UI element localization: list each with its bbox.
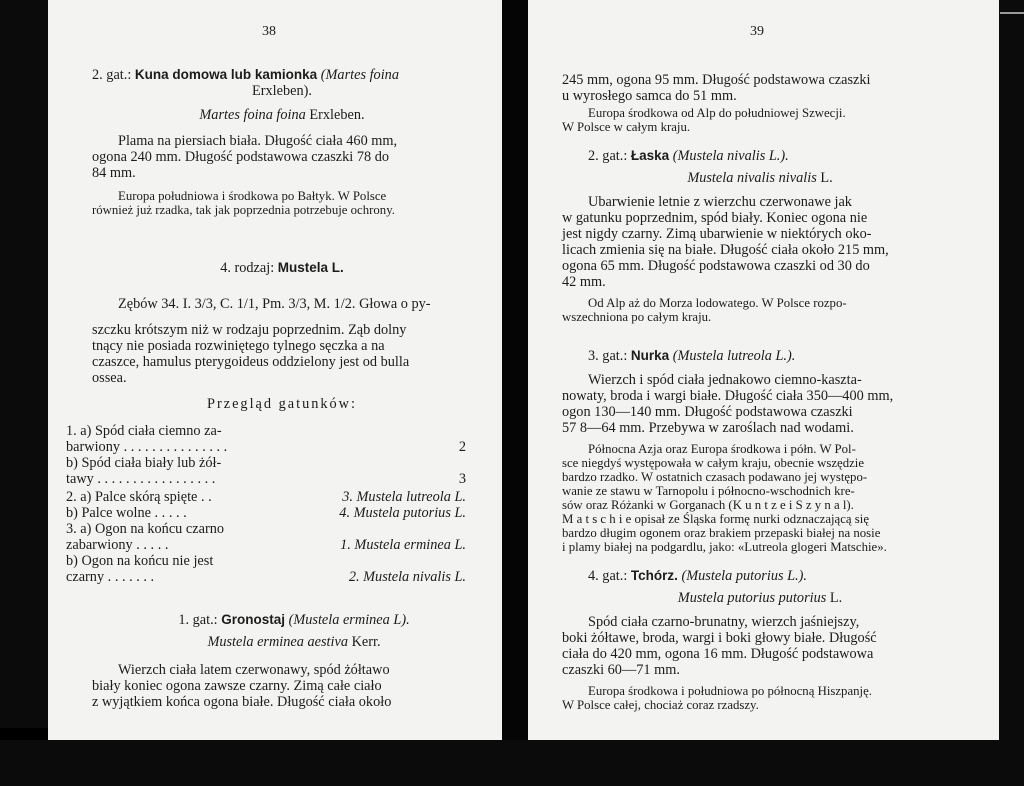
book-gutter: [500, 0, 530, 786]
heading-bold: Nurka: [630, 348, 670, 363]
subspecies-line: [114, 634, 474, 650]
genus-text-line: tnący nie posiada rozwiniętego tylnego sęczka a na: [92, 338, 385, 354]
range-line: Europa środkowa od Alp do południowej Szwecji.: [588, 106, 846, 120]
range-line: i plamy białej na podgardlu, jako: «Lutreola glogeri Matschie».: [562, 540, 887, 554]
subspecies-latin: Mustela erminea aestiva: [207, 634, 348, 650]
range-line: W Polsce całej, chociaż coraz rzadszy.: [562, 698, 759, 712]
key-text: 3. a) Ogon na końcu czarno: [66, 521, 224, 537]
desc-line: 84 mm.: [92, 165, 136, 181]
desc-line: z wyjątkiem końca ogona białe. Długość ciała około: [92, 694, 392, 710]
species-heading: [562, 148, 958, 164]
key-result: 1. Mustela erminea L.: [340, 537, 466, 553]
species-heading: [562, 568, 958, 584]
genus-name: Mustela L.: [277, 260, 344, 275]
key-text: 2. a) Palce skórą spięte . .: [66, 489, 212, 505]
key-title: Przegląd gatunków:: [207, 396, 357, 412]
desc-line: Wierzch i spód ciała jednakowo ciemno-kaszta-: [588, 372, 862, 388]
species-heading: [92, 67, 472, 83]
heading-bold: Gronostaj: [221, 612, 285, 627]
desc-line: ogona 65 mm. Długość podstawowa czaszki od 30 do: [562, 258, 870, 274]
desc-line: Plama na piersiach biała. Długość ciała 460 mm,: [118, 133, 398, 149]
section-genus: [92, 260, 472, 412]
heading-prefix: 3. gat.:: [588, 348, 631, 364]
heading-bold: Tchórz.: [630, 568, 678, 583]
desc-line: czaszki 60—71 mm.: [562, 662, 680, 678]
range-line: wanie ze stawu w Tarnopolu i północno-wschodnich kre-: [562, 484, 855, 498]
desc-line: 57 8—64 mm. Przebywa w zaroślach nad wodami.: [562, 420, 854, 436]
key-text: zabarwiony . . . . .: [66, 537, 169, 553]
key-row: [66, 505, 466, 521]
species-key: [66, 423, 466, 585]
section-nurka: [562, 348, 958, 554]
key-row: [66, 471, 466, 487]
key-row: [66, 489, 466, 505]
range-line: Europa środkowa i południowa po północną Hiszpanję.: [588, 684, 872, 698]
subspecies-line: [562, 170, 958, 186]
subspecies-author: Kerr.: [351, 634, 381, 650]
subspecies-latin: Mustela nivalis nivalis: [687, 170, 817, 186]
desc-line: licach zmienia się na białe. Długość ciała około 215 mm,: [562, 242, 889, 258]
key-row: [66, 569, 466, 585]
heading-bold: Kuna domowa lub kamionka: [134, 67, 318, 82]
section-gronostaj: [114, 612, 474, 650]
key-text: b) Spód ciała biały lub żół-: [66, 455, 222, 471]
heading-latin: (Mustela putorius L.).: [681, 568, 807, 584]
desc-line: u wyrosłego samca do 51 mm.: [562, 88, 737, 104]
heading-latin: (Mustela lutreola L.).: [672, 348, 796, 364]
range-line: M a t s c h i e opisał ze Śląska formę nurki odznaczającą się: [562, 512, 870, 526]
teeth-formula: Zębów 34. I. 3/3, C. 1/1, Pm. 3/3, M. 1/2. Głowa o py-: [118, 296, 431, 312]
range-line: W Polsce w całym kraju.: [562, 120, 691, 134]
subspecies-author: L.: [820, 170, 833, 186]
desc-line: Wierzch ciała latem czerwonawy, spód żółtawo: [118, 662, 390, 678]
heading-latin: (Martes foina: [320, 67, 399, 83]
section-tchorz: [562, 568, 958, 712]
subspecies-latin: Martes foina foina: [199, 107, 306, 123]
key-row: [66, 553, 466, 569]
range-line: wszechniona po całym kraju.: [562, 310, 712, 324]
range-line: sów oraz Różanki w Gorganach (K u n t z e i S z y n a l).: [562, 498, 854, 512]
subspecies-line: [92, 107, 472, 123]
desc-line: ciała do 420 mm, ogona 16 mm. Długość podstawowa: [562, 646, 874, 662]
desc-line: w gatunku poprzednim, spód biały. Koniec ogona nie: [562, 210, 868, 226]
genus-text-line: czaszce, hamulus pterygoideus oddzielony jest od bulla: [92, 354, 410, 370]
key-result: 2: [458, 439, 466, 455]
subspecies-author: Erxleben.: [309, 107, 365, 123]
page-number: 38: [262, 24, 276, 39]
subspecies-line: [562, 590, 958, 606]
subspecies-latin: Mustela putorius putorius: [677, 590, 827, 606]
desc-line: 42 mm.: [562, 274, 606, 290]
key-result: 4. Mustela putorius L.: [339, 505, 466, 521]
key-row: [66, 537, 466, 553]
heading-prefix: 1. gat.:: [178, 612, 222, 628]
key-row: [66, 455, 466, 471]
range-line: Europa południowa i środkowa po Bałtyk. W Polsce: [118, 189, 387, 203]
key-text: tawy . . . . . . . . . . . . . . . . .: [66, 471, 216, 487]
range-line: bardzo długim ogonem oraz brakiem przepaski białej na nosie: [562, 526, 881, 540]
key-result: 3. Mustela lutreola L.: [342, 489, 466, 505]
key-row: [66, 439, 466, 455]
species-heading: [114, 612, 474, 628]
genus-text-line: szczku krótszym niż w rodzaju poprzednim. Ząb dolny: [92, 322, 407, 338]
desc-line: Spód ciała czarno-brunatny, wierzch jaśniejszy,: [588, 614, 860, 630]
section-kuna: [92, 67, 472, 217]
desc-line: biały koniec ogona zawsze czarny. Zimą całe ciało: [92, 678, 382, 694]
section-laska: [562, 148, 958, 324]
heading-prefix: 4. gat.:: [588, 568, 631, 584]
genus-text-line: ossea.: [92, 370, 127, 386]
left-page: [48, 0, 502, 740]
page-number: 39: [750, 24, 764, 39]
range-line: Od Alp aż do Morza lodowatego. W Polsce rozpo-: [588, 296, 847, 310]
range-line: bardzo rzadko. W ostatnich czasach podawano jej występo-: [562, 470, 868, 484]
subspecies-author: L.: [829, 590, 843, 606]
heading-prefix: 2. gat.:: [92, 67, 135, 83]
range-line: sce niegdyś występowała w całym kraju, obecnie wszędzie: [562, 456, 865, 470]
genus-heading: [92, 260, 472, 276]
scan-bottom-border: [0, 740, 1024, 786]
desc-line: Ubarwienie letnie z wierzchu czerwonawe jak: [588, 194, 852, 210]
key-result: 3: [458, 471, 466, 487]
species-heading: [562, 348, 958, 364]
desc-line: ogona 240 mm. Długość podstawowa czaszki 78 do: [92, 149, 390, 165]
key-row: [66, 423, 466, 439]
desc-line: boki żółtawe, broda, wargi i boki głowy białe. Długość: [562, 630, 877, 646]
range-line: Północna Azja oraz Europa środkowa i półn. W Pol-: [588, 442, 856, 456]
key-text: b) Ogon na końcu nie jest: [66, 553, 214, 569]
range-line: również już rzadka, tak jak poprzednia potrzebuje ochrony.: [92, 203, 395, 217]
key-result: 2. Mustela nivalis L.: [348, 569, 466, 585]
desc-line: 245 mm, ogona 95 mm. Długość podstawowa czaszki: [562, 72, 871, 88]
genus-prefix: 4. rodzaj:: [220, 260, 278, 276]
heading-latin: (Mustela erminea L).: [288, 612, 410, 628]
section-top: [562, 72, 958, 134]
heading-line2: Erxleben).: [252, 83, 312, 99]
heading-latin: (Mustela nivalis L.).: [672, 148, 789, 164]
key-row: [66, 521, 466, 537]
heading-prefix: 2. gat.:: [588, 148, 631, 164]
desc-line: nowaty, broda i wargi białe. Długość ciała 350—400 mm,: [562, 388, 894, 404]
key-text: 1. a) Spód ciała ciemno za-: [66, 423, 222, 439]
right-page: [528, 0, 999, 740]
heading-bold: Łaska: [630, 148, 670, 163]
key-text: b) Palce wolne . . . . .: [66, 505, 187, 521]
scan-edge-mark: [1000, 12, 1024, 14]
desc-line: ogon 130—140 mm. Długość podstawowa czaszki: [562, 404, 853, 420]
desc-line: jest nigdy czarny. Zimą ubarwienie w niektórych oko-: [562, 226, 872, 242]
key-text: czarny . . . . . . .: [66, 569, 155, 585]
gronostaj-desc: [92, 662, 474, 710]
key-text: barwiony . . . . . . . . . . . . . . .: [66, 439, 228, 455]
